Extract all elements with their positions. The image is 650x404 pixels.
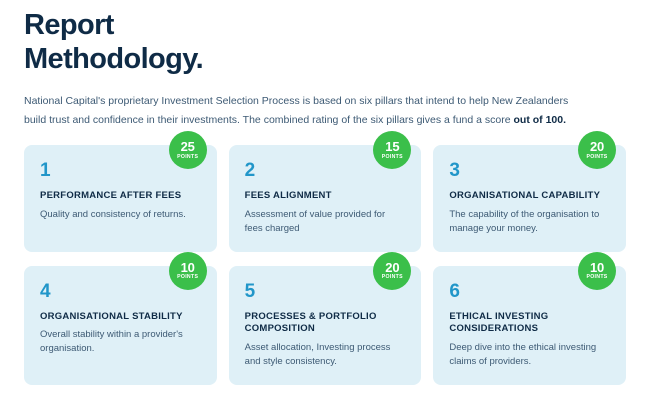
pillar-grid [24,139,626,385]
points-value: 10 [180,259,195,275]
pillar-description: Deep dive into the ethical investing claims of providers. [449,342,597,367]
points-value: 20 [385,259,400,275]
pillar-description: The capability of the organisation to manage your money. [449,209,600,234]
points-value: 10 [589,259,605,275]
pillar-title: ETHICAL INVESTING CONSIDERATIONS [449,310,549,335]
pillar-card [433,139,626,251]
points-value: 25 [180,139,195,155]
points-label: POINTS [177,153,199,160]
pillar-card [229,259,422,385]
pillar-number: 2 [244,160,256,182]
pillar-card [24,139,217,251]
pillar-title: FEES ALIGNMENT [244,190,332,202]
page-title-line-1: Report [24,9,114,41]
pillar-number: 6 [449,280,460,302]
pillar-description: Asset allocation, Investing process and style consistency. [244,342,391,367]
pillar-title: PERFORMANCE AFTER FEES [40,190,182,202]
points-label: POINTS [586,274,608,281]
page-title [24,0,626,76]
points-label: POINTS [381,153,403,160]
pillar-title: ORGANISATIONAL CAPABILITY [449,190,601,202]
points-badge [578,131,616,169]
points-badge [578,252,616,290]
intro-emphasis: out of 100. [513,113,567,126]
points-label: POINTS [586,153,608,160]
points-badge [169,252,207,290]
intro-text: National Capital's proprietary Investment Selection Process is based on six pillars that intend to help New Zealanders build trust and confidence in their investments. The combined rating of the six pillars gives a fund a score [24,95,569,126]
pillar-number: 5 [244,280,256,302]
pillar-number: 3 [449,160,460,182]
points-value: 20 [589,139,605,155]
pillar-number: 4 [40,280,51,302]
pillar-card [24,259,217,385]
points-value: 15 [385,139,400,155]
intro-paragraph [24,92,584,129]
points-label: POINTS [177,274,199,281]
pillar-description: Overall stability within a provider's organisation. [40,329,183,355]
pillar-number: 1 [40,160,51,182]
pillar-title: ORGANISATIONAL STABILITY [40,310,183,322]
points-label: POINTS [381,274,403,281]
pillar-title: PROCESSES & PORTFOLIO COMPOSITION [244,310,377,335]
pillar-card [229,139,422,251]
pillar-description: Quality and consistency of returns. [40,209,186,220]
points-badge [373,252,411,290]
pillar-card [433,259,626,385]
pillar-description: Assessment of value provided for fees charged [244,209,386,234]
points-badge [169,131,207,169]
page-title-line-2: Methodology. [24,43,204,76]
